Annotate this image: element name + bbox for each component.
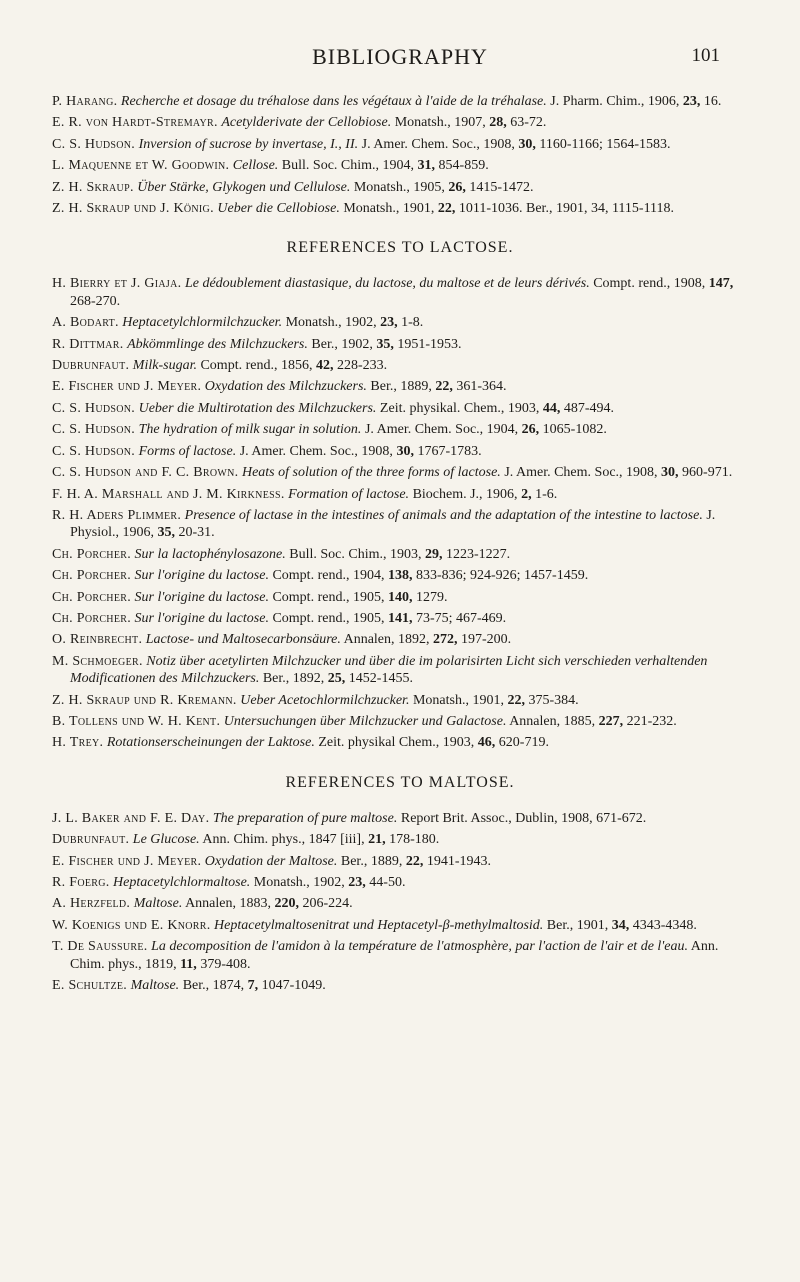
entry-title: Oxydation der Maltose.	[204, 853, 338, 869]
entry-author: Ch. Porcher.	[52, 589, 132, 605]
entry-title: Heptacetylmaltosenitrat und Heptacetyl-β-methylmaltosid.	[214, 917, 544, 933]
entry-pages: 20-31.	[178, 525, 215, 541]
entry-source: Monatsh., 1905,	[353, 179, 445, 195]
bibliography-entry	[52, 692, 748, 709]
entry-author: Z. H. Skraup und J. König.	[52, 201, 214, 217]
entry-source: Compt. rend., 1904,	[272, 568, 385, 584]
entry-source: Compt. rend., 1905,	[272, 589, 385, 605]
running-title: BIBLIOGRAPHY	[312, 44, 488, 69]
entry-title: Ueber die Cellobiose.	[217, 201, 340, 217]
entry-volume: 30,	[661, 465, 679, 481]
bibliography-entry	[52, 546, 748, 563]
bibliography-entry	[52, 93, 748, 110]
entry-source: Ber., 1889,	[340, 853, 403, 869]
entry-author: Ch. Porcher.	[52, 546, 132, 562]
entry-pages: 63-72.	[510, 115, 547, 131]
entry-pages: 1-8.	[401, 315, 424, 331]
entry-volume: 30,	[396, 443, 414, 459]
entry-source: Monatsh., 1902,	[285, 315, 377, 331]
bibliography-entry	[52, 734, 748, 751]
entry-volume: 22,	[507, 692, 525, 708]
entry-pages: 960-971.	[682, 465, 733, 481]
entry-source: J. Physiol., 1906,	[70, 507, 716, 541]
entry-title: Acetylderivate der Cellobiose.	[221, 115, 392, 131]
entry-title: The preparation of pure maltose.	[212, 810, 398, 826]
entry-pages: 268-270.	[70, 293, 121, 309]
entry-title: Abkömmlinge des Milchzuckers.	[127, 336, 308, 352]
bibliography-entry	[52, 357, 748, 374]
entry-volume: 29,	[425, 546, 443, 562]
entry-pages: 375-384.	[528, 692, 579, 708]
entry-source: Zeit. physikal. Chem., 1903,	[379, 400, 540, 416]
bibliography-entry	[52, 275, 748, 310]
entry-pages: 73-75; 467-469.	[415, 610, 507, 626]
entry-author: R. Foerg.	[52, 875, 110, 890]
entry-title: The hydration of milk sugar in solution.	[138, 422, 362, 438]
bibliography-entry	[52, 631, 748, 648]
entry-author: Dubrunfaut.	[52, 832, 130, 848]
bibliography-entry	[52, 314, 748, 331]
entry-author: A. Bodart.	[52, 315, 119, 331]
entry-volume: 7,	[247, 978, 259, 994]
entry-author: O. Reinbrecht.	[52, 632, 143, 648]
bibliography-entry	[52, 610, 748, 627]
entry-title: Formation of lactose.	[288, 486, 410, 502]
bibliography-entry	[52, 336, 748, 353]
entry-source: Report Brit. Assoc., Dublin, 1908,	[400, 810, 593, 826]
entry-source: Monatsh., 1907,	[394, 115, 486, 131]
entry-pages: 178-180.	[389, 832, 440, 848]
entry-volume: 44,	[542, 400, 561, 416]
entry-pages: 1767-1783.	[417, 443, 482, 459]
entry-pages: 1047-1049.	[261, 978, 326, 994]
entry-volume: 35,	[157, 525, 176, 541]
entry-title: Inversion of sucrose by invertase, I., II.	[138, 136, 359, 152]
entry-source: J. Pharm. Chim., 1906,	[550, 94, 680, 109]
entry-volume: 26,	[521, 422, 540, 438]
entry-author: T. De Saussure.	[52, 939, 148, 955]
entry-author: C. S. Hudson.	[52, 400, 136, 416]
section-heading: REFERENCES TO MALTOSE.	[285, 773, 515, 791]
entry-volume: 23,	[380, 315, 398, 331]
entry-source: Compt. rend., 1908,	[593, 276, 706, 292]
entry-volume: 141,	[387, 610, 413, 626]
entry-title: Maltose.	[133, 896, 183, 912]
entry-pages: 1-6.	[535, 486, 558, 502]
entry-pages: 379-408.	[200, 956, 251, 972]
entry-pages: 361-364.	[456, 379, 507, 395]
entry-pages: 197-200.	[461, 632, 512, 648]
entry-author: C. S. Hudson.	[52, 443, 136, 459]
entry-title: Rotationserscheinungen der Laktose.	[106, 735, 315, 751]
entry-volume: 22,	[405, 853, 424, 869]
entry-title: Notiz über acetylirten Milchzucker und über die im polarisirten Licht sich verschieden verhaltenden Modificationen des Milchzuckers.	[70, 653, 708, 687]
entry-title: Le dédoublement diastasique, du lactose, du maltose et de leurs dérivés.	[184, 276, 590, 292]
entry-title: La decomposition de l'amidon à la température de l'atmosphère, par l'action de l'air et de l'eau.	[151, 939, 689, 955]
entry-volume: 23,	[682, 94, 701, 109]
entry-source: Ann. Chim. phys., 1847 [iii],	[202, 832, 365, 848]
entry-author: L. Maquenne et W. Goodwin.	[52, 158, 230, 174]
entry-volume: 22,	[435, 379, 453, 395]
entry-volume: 26,	[448, 179, 466, 195]
entry-pages: 1065-1082.	[542, 422, 607, 438]
entry-pages: 1223-1227.	[446, 546, 511, 562]
entry-author: W. Koenigs und E. Knorr.	[52, 917, 211, 933]
bibliography-entry	[52, 464, 748, 481]
entry-author: H. Bierry et J. Giaja.	[52, 276, 182, 292]
entry-pages: 1941-1943.	[426, 853, 491, 869]
entry-volume: 23,	[348, 875, 366, 890]
bibliography-entry	[52, 200, 748, 217]
entry-source: J. Amer. Chem. Soc., 1904,	[364, 422, 519, 438]
entry-volume: 2,	[521, 486, 532, 502]
entry-source: J. Amer. Chem. Soc., 1908,	[504, 465, 658, 481]
entry-volume: 34,	[611, 917, 630, 933]
entry-title: Sur la lactophénylosazone.	[134, 546, 286, 562]
entry-pages: 487-494.	[563, 400, 615, 416]
entry-source: Ber., 1889,	[370, 379, 432, 395]
entry-volume: 42,	[315, 358, 334, 374]
entry-title: Über Stärke, Glykogen und Cellulose.	[137, 179, 351, 195]
entry-pages: 206-224.	[302, 896, 353, 912]
entry-author: E. Fischer und J. Meyer.	[52, 853, 202, 869]
page-number: 101	[691, 45, 720, 66]
entry-pages: 4343-4348.	[632, 917, 697, 933]
entry-author: Z. H. Skraup und R. Kremann.	[52, 692, 237, 708]
bibliography-entry	[52, 874, 748, 891]
entry-source: Monatsh., 1902,	[253, 875, 345, 890]
entry-volume: 22,	[437, 201, 456, 217]
entry-pages: 833-836; 924-926; 1457-1459.	[415, 568, 589, 584]
entry-title: Sur l'origine du lactose.	[134, 610, 269, 626]
entry-source: Monatsh., 1901,	[412, 692, 504, 708]
bibliography-entry	[52, 378, 748, 395]
entry-source: J. Amer. Chem. Soc., 1908,	[239, 443, 393, 459]
entry-pages: 1160-1166; 1564-1583.	[539, 136, 671, 152]
entry-title: Recherche et dosage du tréhalose dans les végétaux à l'aide de la tréhalase.	[120, 94, 547, 109]
section-heading: REFERENCES TO LACTOSE.	[286, 239, 514, 257]
entry-author: E. R. von Hardt-Stremayr.	[52, 115, 218, 131]
entry-pages: 620-719.	[498, 735, 549, 751]
entry-volume: 46,	[477, 735, 496, 751]
entry-source: Zeit. physikal Chem., 1903,	[318, 735, 475, 751]
entry-title: Heptacetylchlormilchzucker.	[122, 315, 283, 331]
bibliography-entry	[52, 977, 748, 994]
entry-volume: 220,	[274, 896, 299, 912]
entry-author: C. S. Hudson.	[52, 136, 136, 152]
bibliography-entry	[52, 567, 748, 584]
entry-author: R. Dittmar.	[52, 336, 124, 352]
entry-author: M. Schmoeger.	[52, 653, 143, 669]
entry-title: Ueber Acetochlormilchzucker.	[240, 692, 410, 708]
bibliography-entry	[52, 421, 748, 438]
entry-title: Untersuchungen über Milchzucker und Galactose.	[223, 713, 507, 729]
entry-volume: 30,	[518, 136, 536, 152]
entry-pages: 44-50.	[369, 875, 406, 890]
entry-author: C. S. Hudson and F. C. Brown.	[52, 465, 239, 481]
entry-source: Annalen, 1892,	[343, 632, 430, 648]
entry-pages: 1415-1472.	[469, 179, 534, 195]
bibliography-content	[52, 93, 748, 998]
entry-pages: 854-859.	[438, 158, 489, 174]
entry-author: Dubrunfaut.	[52, 358, 130, 374]
entry-author: H. Trey.	[52, 735, 104, 751]
entry-volume: 35,	[376, 336, 394, 352]
bibliography-entry	[52, 486, 748, 503]
entry-pages: 1452-1455.	[348, 671, 413, 687]
entry-author: Ch. Porcher.	[52, 610, 132, 626]
entry-volume: 25,	[327, 671, 346, 687]
entry-title: Sur l'origine du lactose.	[134, 568, 269, 584]
entry-source: Ber., 1892,	[262, 671, 325, 687]
bibliography-entry	[52, 589, 748, 606]
entry-title: Ueber die Multirotation des Milchzuckers.	[138, 400, 377, 416]
bibliography-entry	[52, 831, 748, 848]
entry-pages: 1951-1953.	[397, 336, 462, 352]
entry-title: Oxydation des Milchzuckers.	[204, 379, 367, 395]
bibliography-entry	[52, 443, 748, 460]
entry-title: Sur l'origine du lactose.	[134, 589, 269, 605]
entry-author: E. Schultze.	[52, 978, 128, 994]
entry-author: J. L. Baker and F. E. Day.	[52, 810, 210, 826]
bibliography-entry	[52, 853, 748, 870]
bibliography-entry	[52, 507, 748, 542]
entry-title: Cellose.	[232, 158, 279, 174]
entry-volume: 272,	[433, 632, 458, 648]
bibliography-entry	[52, 917, 748, 934]
entry-title: Le Glucose.	[132, 832, 200, 848]
entry-source: Ber., 1874,	[182, 978, 245, 994]
entry-source: Monatsh., 1901,	[343, 201, 435, 217]
bibliography-entry	[52, 400, 748, 417]
entry-author: Ch. Porcher.	[52, 568, 132, 584]
entry-source: Ber., 1902,	[311, 336, 373, 352]
entry-title: Lactose- und Maltosecarbonsäure.	[145, 632, 341, 648]
entry-author: E. Fischer und J. Meyer.	[52, 379, 202, 395]
entry-source: Bull. Soc. Chim., 1904,	[281, 158, 415, 174]
entry-source: Ber., 1901,	[546, 917, 609, 933]
entry-source: Bull. Soc. Chim., 1903,	[289, 546, 422, 562]
entry-title: Forms of lactose.	[138, 443, 237, 459]
running-head	[80, 44, 720, 72]
entry-title: Heptacetylchlormaltose.	[113, 875, 251, 890]
entry-title: Heats of solution of the three forms of lactose.	[241, 465, 501, 481]
entry-volume: 227,	[598, 713, 624, 729]
entry-source: Biochem. J., 1906,	[412, 486, 518, 502]
entry-pages: 671-672.	[596, 810, 647, 826]
bibliography-entry	[52, 810, 748, 827]
bibliography-entry	[52, 179, 748, 196]
bibliography-entry	[52, 713, 748, 730]
entry-author: P. Harang.	[52, 94, 118, 109]
entry-pages: 1011-1036. Ber., 1901, 34, 1115-1118.	[458, 201, 675, 217]
bibliography-entry	[52, 938, 748, 973]
entry-title: Presence of lactase in the intestines of animals and the adaptation of the intestine to lactose.	[184, 507, 703, 523]
entry-author: R. H. Aders Plimmer.	[52, 507, 182, 523]
bibliography-entry	[52, 157, 748, 174]
bibliography-entry	[52, 136, 748, 153]
entry-title: Maltose.	[130, 978, 180, 994]
entry-volume: 11,	[180, 956, 197, 972]
entry-volume: 140,	[387, 589, 413, 605]
bibliography-entry	[52, 114, 748, 131]
entry-source: Ann. Chim. phys., 1819,	[70, 939, 719, 972]
entry-volume: 31,	[417, 158, 436, 174]
entry-pages: 228-233.	[336, 358, 388, 374]
entry-source: Annalen, 1885,	[509, 713, 596, 729]
entry-author: F. H. A. Marshall and J. M. Kirkness.	[52, 486, 285, 502]
bibliography-entry	[52, 653, 748, 688]
entry-volume: 21,	[368, 832, 386, 848]
entry-pages: 16.	[703, 94, 722, 109]
entry-source: Annalen, 1883,	[185, 896, 271, 912]
entry-volume: 138,	[387, 568, 413, 584]
entry-pages: 221-232.	[626, 713, 677, 729]
bibliography-entry	[52, 895, 748, 912]
entry-volume: 28,	[489, 115, 507, 131]
entry-author: C. S. Hudson.	[52, 422, 136, 438]
entry-source: Compt. rend., 1905,	[272, 610, 385, 626]
entry-pages: 1279.	[415, 589, 448, 605]
entry-author: Z. H. Skraup.	[52, 179, 134, 195]
entry-title: Milk-sugar.	[132, 358, 197, 374]
entry-author: B. Tollens und W. H. Kent.	[52, 713, 221, 729]
entry-source: Compt. rend., 1856,	[200, 358, 313, 374]
entry-source: J. Amer. Chem. Soc., 1908,	[361, 136, 515, 152]
entry-volume: 147,	[708, 276, 734, 292]
entry-author: A. Herzfeld.	[52, 896, 131, 912]
